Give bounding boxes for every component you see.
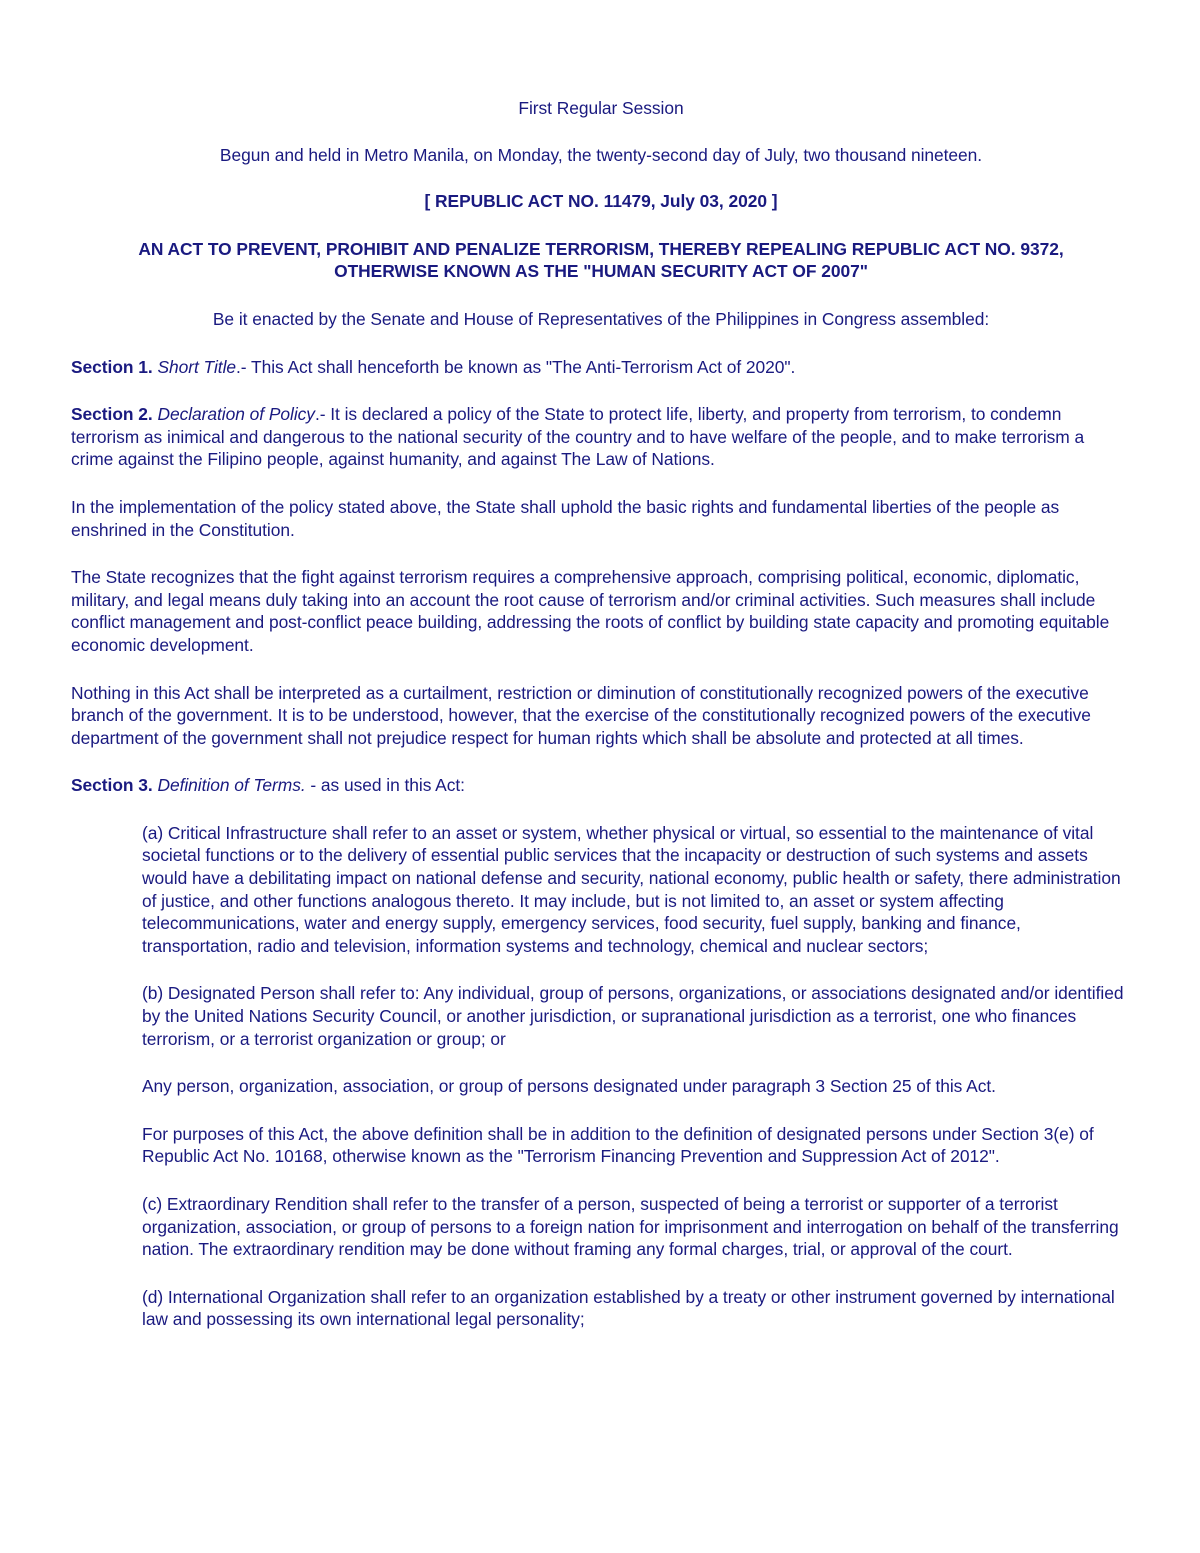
- definition-item: (c) Extraordinary Rendition shall refer to the transfer of a person, suspected of being a terrorist or supporter of a terrorist organization, association, or group of persons to a foreign nation for imprisonment and interrogation on behalf of the transferring nation. The extraordinary rendition may be done without framing any formal charges, trial, or approval of the court.: [142, 1194, 1119, 1260]
- begun-line: Begun and held in Metro Manila, on Monday, the twenty-second day of July, two thousand nineteen.: [219, 144, 983, 165]
- section-heading: Short Title: [157, 356, 237, 377]
- section-1: [71, 356, 1131, 379]
- republic-act-title: [71, 238, 1131, 283]
- section-text: .- This Act shall henceforth be known as "The Anti-Terrorism Act of 2020".: [236, 356, 796, 377]
- section-3: [71, 774, 1131, 797]
- section-label: Section 3.: [71, 775, 153, 796]
- document-page: [71, 97, 1131, 1331]
- section-2-paragraph: Nothing in this Act shall be interpreted as a curtailment, restriction or diminution of constitutionally recognized powers of the executive branch of the government. It is to be understood, however, that the exercise of the constitutionally recognized powers of the executive department of the government shall not prejudice respect for human rights which shall be absolute and protected at all times.: [71, 682, 1091, 748]
- definitions-list: [142, 822, 1131, 1331]
- section-heading: Declaration of Policy: [157, 404, 315, 425]
- definition-item: Any person, organization, association, or group of persons designated under paragraph 3 Section 25 of this Act.: [142, 1076, 996, 1097]
- section-label: Section 1.: [71, 356, 153, 377]
- definition-item: For purposes of this Act, the above definition shall be in addition to the definition of designated persons under Section 3(e) of Republic Act No. 10168, otherwise known as the "Terrorism Financing Prevention and Suppression Act of 2012".: [142, 1123, 1094, 1167]
- definition-item: (b) Designated Person shall refer to: Any individual, group of persons, organizations, or associations designated and/or identified by the United Nations Security Council, or another jurisdiction, or supranational jurisdiction as a terrorist, one who finances terrorism, or a terrorist organization or group; or: [142, 983, 1124, 1049]
- section-text: .- It is declared a policy of the State to protect life, liberty, and property from terrorism, to condemn terrorism as inimical and dangerous to the national security of the country and to have welfare of the people, and to make terrorism a crime against the Filipino people, against humanity, and against The Law of Nations.: [71, 404, 1085, 470]
- section-text: - as used in this Act:: [305, 775, 465, 796]
- definition-item: (d) International Organization shall refer to an organization established by a treaty or other instrument governed by international law and possessing its own international legal personality;: [142, 1286, 1115, 1330]
- section-heading: Definition of Terms.: [157, 775, 306, 796]
- republic-act-number: [ REPUBLIC ACT NO. 11479, July 03, 2020 ]: [424, 191, 778, 212]
- section-label: Section 2.: [71, 404, 153, 425]
- section-2: [71, 403, 1131, 471]
- republic-act-title-line: OTHERWISE KNOWN AS THE "HUMAN SECURITY ACT OF 2007": [334, 261, 868, 282]
- republic-act-title-line: AN ACT TO PREVENT, PROHIBIT AND PENALIZE TERRORISM, THEREBY REPEALING REPUBLIC ACT NO. 9372,: [138, 238, 1064, 259]
- definition-item: (a) Critical Infrastructure shall refer to an asset or system, whether physical or virtual, so essential to the maintenance of vital societal functions or to the delivery of essential public services that the incapacity or destruction of such systems and assets would have a debilitating impact on national defense and security, national economy, public health or safety, there administration of justice, and other functions analogous thereto. It may include, but is not limited to, an asset or system affecting telecommunications, water and energy supply, emergency services, food security, fuel supply, banking and finance, transportation, radio and television, information systems and technology, chemical and nuclear sectors;: [142, 822, 1121, 956]
- section-2-paragraph: In the implementation of the policy stated above, the State shall uphold the basic rights and fundamental liberties of the people as enshrined in the Constitution.: [71, 496, 1060, 540]
- enacting-clause: Be it enacted by the Senate and House of Representatives of the Philippines in Congress assembled:: [212, 308, 990, 329]
- section-2-paragraph: The State recognizes that the fight against terrorism requires a comprehensive approach, comprising political, economic, diplomatic, military, and legal means duly taking into an account the root cause of terrorism and/or criminal activities. Such measures shall include conflict management and post-conflict peace building, addressing the roots of conflict by building state capacity and promoting equitable economic development.: [71, 567, 1110, 655]
- session-line: First Regular Session: [518, 98, 684, 118]
